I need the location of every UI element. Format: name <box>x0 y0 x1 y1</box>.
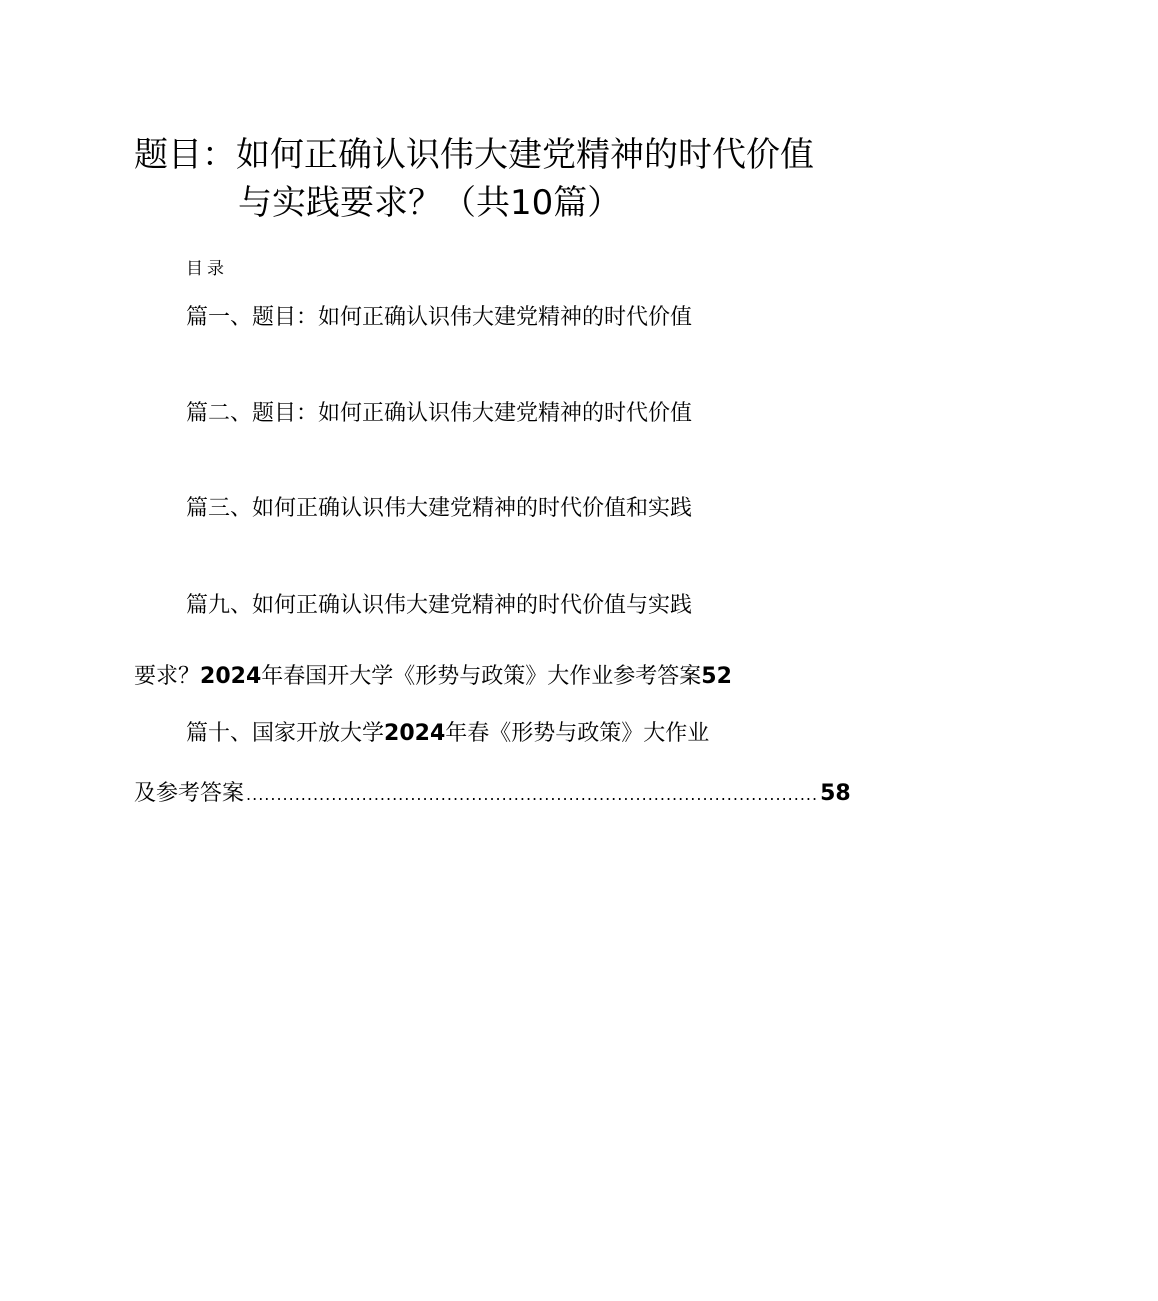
toc-entry-10-rest: 年春《形势与政策》大作业 <box>445 721 710 746</box>
toc-entry-10-page-number: 58 <box>820 781 851 806</box>
document-title-line-1: 题目：如何正确认识伟大建党精神的时代价值 <box>134 135 814 175</box>
toc-entry-10-line-2[interactable] <box>134 779 851 810</box>
document-title-line-2: 与实践要求？（共10篇） <box>238 183 622 223</box>
toc-entry-9-line-1[interactable]: 篇九、如何正确认识伟大建党精神的时代价值与实践 <box>186 593 693 618</box>
toc-entry-10-year: 2024 <box>384 721 446 746</box>
toc-entry-9-page-number: 52 <box>701 664 732 689</box>
toc-entry-9-prefix: 要求？ <box>134 664 201 689</box>
toc-entry-3[interactable]: 篇三、如何正确认识伟大建党精神的时代价值和实践 <box>186 496 693 521</box>
toc-entry-10-text: 及参考答案 <box>134 781 245 806</box>
toc-entry-9-rest: 年春国开大学《形势与政策》大作业参考答案 <box>261 664 702 689</box>
toc-entry-2[interactable]: 篇二、题目：如何正确认识伟大建党精神的时代价值 <box>186 401 693 426</box>
toc-entry-9-year: 2024 <box>200 664 262 689</box>
toc-entry-10-prefix: 篇十、国家开放大学 <box>186 721 385 746</box>
toc-entry-9-line-2[interactable] <box>134 662 732 692</box>
toc-entry-1[interactable]: 篇一、题目：如何正确认识伟大建党精神的时代价值 <box>186 305 693 330</box>
toc-entry-10-dot-leader: .............................................................................................. <box>246 785 819 804</box>
toc-heading: 目录 <box>186 259 228 279</box>
toc-entry-10-line-1[interactable] <box>186 719 709 749</box>
